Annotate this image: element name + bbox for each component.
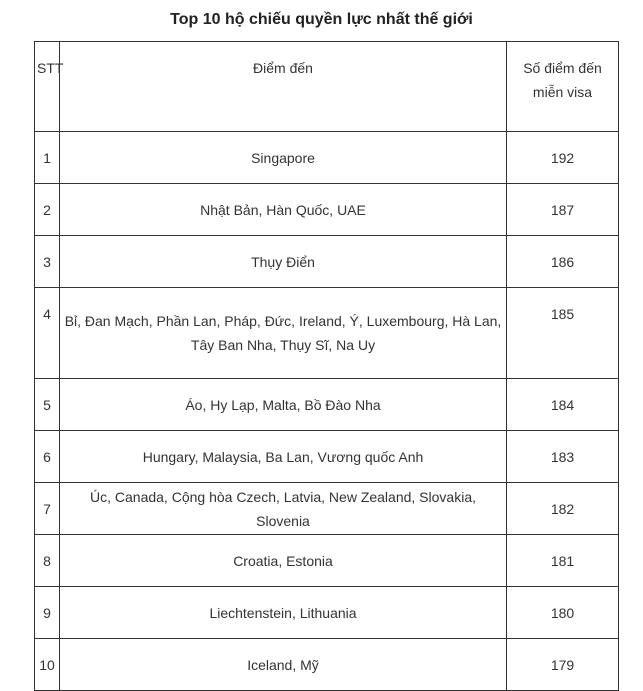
row-stt: 6 — [35, 431, 60, 483]
row-stt: 2 — [35, 184, 60, 236]
row-destination: Singapore — [60, 132, 507, 184]
row-destination: Hungary, Malaysia, Ba Lan, Vương quốc Anh — [60, 431, 507, 483]
table-header-row — [35, 42, 619, 132]
header-stt: STT — [35, 42, 60, 132]
row-score: 186 — [507, 236, 619, 288]
row-score: 187 — [507, 184, 619, 236]
table-row — [35, 535, 619, 587]
row-destination: Úc, Canada, Cộng hòa Czech, Latvia, New Zealand, Slovakia, Slovenia — [60, 483, 507, 535]
table-row — [35, 639, 619, 691]
row-stt: 5 — [35, 379, 60, 431]
row-score: 185 — [507, 288, 619, 379]
table-row — [35, 431, 619, 483]
row-destination: Nhật Bản, Hàn Quốc, UAE — [60, 184, 507, 236]
table-row — [35, 184, 619, 236]
row-destination: Thụy Điển — [60, 236, 507, 288]
page-title: Top 10 hộ chiếu quyền lực nhất thế giới — [170, 11, 473, 28]
row-destination: Liechtenstein, Lithuania — [60, 587, 507, 639]
row-stt: 3 — [35, 236, 60, 288]
row-score: 179 — [507, 639, 619, 691]
row-stt: 7 — [35, 483, 60, 535]
row-destination: Croatia, Estonia — [60, 535, 507, 587]
row-destination: Iceland, Mỹ — [60, 639, 507, 691]
row-stt: 10 — [35, 639, 60, 691]
row-score: 192 — [507, 132, 619, 184]
row-stt: 8 — [35, 535, 60, 587]
header-destination: Điểm đến — [60, 42, 507, 132]
passport-ranking-table — [34, 41, 619, 691]
row-destination: Bỉ, Đan Mạch, Phần Lan, Pháp, Đức, Ireland, Ý, Luxembourg, Hà Lan, Tây Ban Nha, Thụy Sĩ, Na Uy — [60, 288, 507, 379]
table-row — [35, 379, 619, 431]
row-stt: 9 — [35, 587, 60, 639]
table-row — [35, 288, 619, 379]
row-score: 184 — [507, 379, 619, 431]
row-score: 182 — [507, 483, 619, 535]
table-row — [35, 587, 619, 639]
table-row — [35, 132, 619, 184]
row-stt: 4 — [35, 288, 60, 379]
row-score: 181 — [507, 535, 619, 587]
table-row — [35, 236, 619, 288]
table-row — [35, 483, 619, 535]
row-destination: Áo, Hy Lạp, Malta, Bồ Đào Nha — [60, 379, 507, 431]
header-visa-free-score: Số điểm đến miễn visa — [507, 42, 619, 132]
row-score: 183 — [507, 431, 619, 483]
row-stt: 1 — [35, 132, 60, 184]
row-score: 180 — [507, 587, 619, 639]
